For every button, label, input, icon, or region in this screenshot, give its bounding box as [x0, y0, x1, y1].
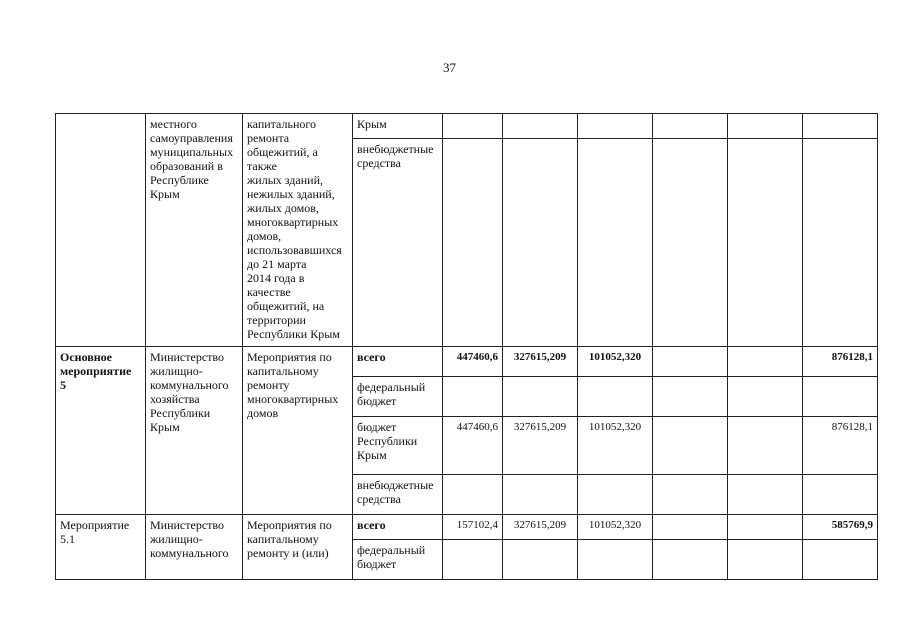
table-row [56, 347, 878, 377]
value-cell: 157102,4 [443, 515, 503, 540]
name-cell: Мероприятия по капитальному ремонту многоквартирных домов [243, 347, 353, 515]
value-cell [578, 139, 653, 347]
total-cell: 876128,1 [803, 417, 878, 475]
value-cell [578, 475, 653, 515]
value-cell: 101052,320 [578, 347, 653, 377]
total-cell [803, 540, 878, 580]
total-cell [803, 377, 878, 417]
value-cell [503, 139, 578, 347]
value-cell [653, 114, 728, 139]
code-cell: Мероприятие 5.1 [56, 515, 146, 580]
value-cell: 447460,6 [443, 417, 503, 475]
value-cell [443, 540, 503, 580]
value-cell [503, 540, 578, 580]
source-cell: всего [353, 347, 443, 377]
table-row [56, 515, 878, 540]
total-cell [803, 114, 878, 139]
source-cell: внебюджетные средства [353, 475, 443, 515]
total-cell [803, 475, 878, 515]
source-cell: всего [353, 515, 443, 540]
value-cell [578, 377, 653, 417]
executor-cell: Министерство жилищно- коммунального хозяйства Республики Крым [146, 347, 243, 515]
value-cell [578, 114, 653, 139]
value-cell [653, 475, 728, 515]
value-cell [653, 347, 728, 377]
code-cell: Основное мероприятие 5 [56, 347, 146, 515]
value-cell [728, 515, 803, 540]
value-cell [503, 114, 578, 139]
executor-cell: местного самоуправления муниципальных образований в Республике Крым [146, 114, 243, 347]
source-cell: внебюджетные средства [353, 139, 443, 347]
total-cell: 585769,9 [803, 515, 878, 540]
source-cell: Крым [353, 114, 443, 139]
total-cell: 876128,1 [803, 347, 878, 377]
value-cell [728, 540, 803, 580]
table-row [56, 114, 878, 139]
value-cell [443, 475, 503, 515]
value-cell [653, 139, 728, 347]
source-cell: федеральный бюджет [353, 377, 443, 417]
value-cell: 101052,320 [578, 417, 653, 475]
value-cell [443, 139, 503, 347]
code-cell [56, 114, 146, 347]
value-cell [653, 417, 728, 475]
value-cell [728, 417, 803, 475]
value-cell [443, 377, 503, 417]
value-cell [728, 347, 803, 377]
value-cell [503, 475, 578, 515]
value-cell: 101052,320 [578, 515, 653, 540]
name-cell: капитального ремонта общежитий, а также жилых зданий, нежилых зданий, жилых домов, многоквартирных домов, использовавшихся до 21 марта 2014 года в качестве общежитий, на территории Республики Крым [243, 114, 353, 347]
value-cell: 327615,209 [503, 515, 578, 540]
value-cell: 327615,209 [503, 347, 578, 377]
value-cell [578, 540, 653, 580]
name-cell: Мероприятия по капитальному ремонту и (или) [243, 515, 353, 580]
value-cell [728, 377, 803, 417]
total-cell [803, 139, 878, 347]
budget-table [55, 113, 878, 580]
value-cell [653, 540, 728, 580]
value-cell [443, 114, 503, 139]
value-cell [728, 139, 803, 347]
source-cell: бюджет Республики Крым [353, 417, 443, 475]
value-cell [653, 515, 728, 540]
source-cell: федеральный бюджет [353, 540, 443, 580]
value-cell: 327615,209 [503, 417, 578, 475]
executor-cell: Министерство жилищно- коммунального [146, 515, 243, 580]
value-cell [653, 377, 728, 417]
value-cell [728, 114, 803, 139]
value-cell [728, 475, 803, 515]
value-cell: 447460,6 [443, 347, 503, 377]
page-number: 37 [443, 60, 456, 75]
value-cell [503, 377, 578, 417]
